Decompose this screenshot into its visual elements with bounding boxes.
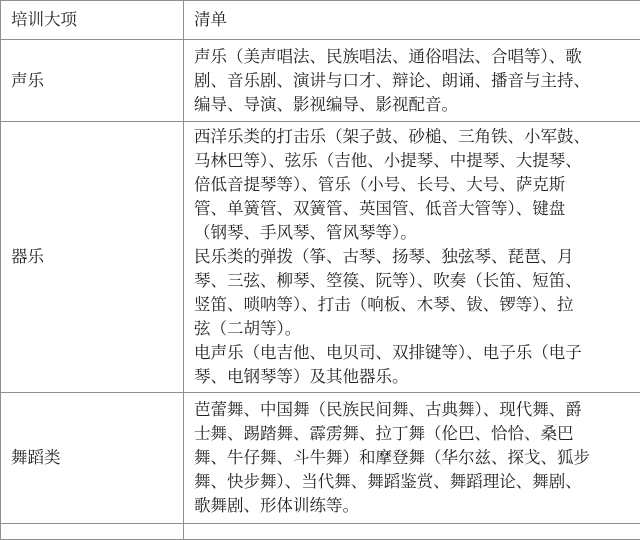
vocal-line-3: 编导、导演、影视编导、影视配音。	[194, 93, 631, 117]
instrumental-line-9: 弦（二胡等）。	[194, 317, 631, 341]
instrumental-line-7: 琴、三弦、柳琴、箜篌、阮等）、吹奏（长笛、短笛、	[194, 269, 631, 293]
dance-line-1: 芭蕾舞、中国舞（民族民间舞、古典舞）、现代舞、爵	[194, 398, 631, 422]
dance-line-2: 士舞、踢踏舞、霹雳舞、拉丁舞（伦巴、恰恰、桑巴	[194, 422, 631, 446]
instrumental-line-10: 电声乐（电吉他、电贝司、双排键等）、电子乐（电子	[194, 341, 631, 365]
list-instrumental	[184, 122, 640, 393]
dance-line-3: 舞、牛仔舞、斗牛舞）和摩登舞（华尔兹、探戈、狐步	[194, 446, 631, 470]
instrumental-line-2: 马林巴等）、弦乐（吉他、小提琴、中提琴、大提琴、	[194, 149, 631, 173]
instrumental-line-4: 管、单簧管、双簧管、英国管、低音大管等）、键盘	[194, 197, 631, 221]
category-header: 培训大项	[1, 1, 184, 40]
table-row-instrumental	[1, 122, 640, 393]
instrumental-line-8: 竖笛、唢呐等）、打击（响板、木琴、钹、锣等）、拉	[194, 293, 631, 317]
table-row-vocal	[1, 40, 640, 122]
table-header-row	[1, 1, 640, 40]
category-dance: 舞蹈类	[1, 393, 184, 523]
cutoff-category-cell	[1, 523, 184, 539]
list-header: 清单	[184, 1, 640, 40]
instrumental-line-3: 倍低音提琴等）、管乐（小号、长号、大号、萨克斯	[194, 173, 631, 197]
instrumental-line-5: （钢琴、手风琴、管风琴等）。	[194, 221, 631, 245]
category-vocal: 声乐	[1, 40, 184, 122]
list-vocal	[184, 40, 640, 122]
table-row-dance	[1, 393, 640, 523]
dance-line-4: 舞、快步舞）、当代舞、舞蹈鉴赏、舞蹈理论、舞剧、	[194, 470, 631, 494]
dance-line-5: 歌舞剧、形体训练等。	[194, 494, 631, 518]
category-instrumental: 器乐	[1, 122, 184, 393]
vocal-line-1: 声乐（美声唱法、民族唱法、通俗唱法、合唱等）、歌	[194, 45, 631, 69]
instrumental-line-1: 西洋乐类的打击乐（架子鼓、砂槌、三角铁、小军鼓、	[194, 125, 631, 149]
instrumental-line-6: 民乐类的弹拨（筝、古琴、扬琴、独弦琴、琵琶、月	[194, 245, 631, 269]
list-dance	[184, 393, 640, 523]
instrumental-line-11: 琴、电钢琴等）及其他器乐。	[194, 365, 631, 389]
cutoff-list-cell	[184, 523, 640, 539]
table-row-cutoff	[1, 523, 640, 539]
vocal-line-2: 剧、音乐剧、演讲与口才、辩论、朗诵、播音与主持、	[194, 69, 631, 93]
